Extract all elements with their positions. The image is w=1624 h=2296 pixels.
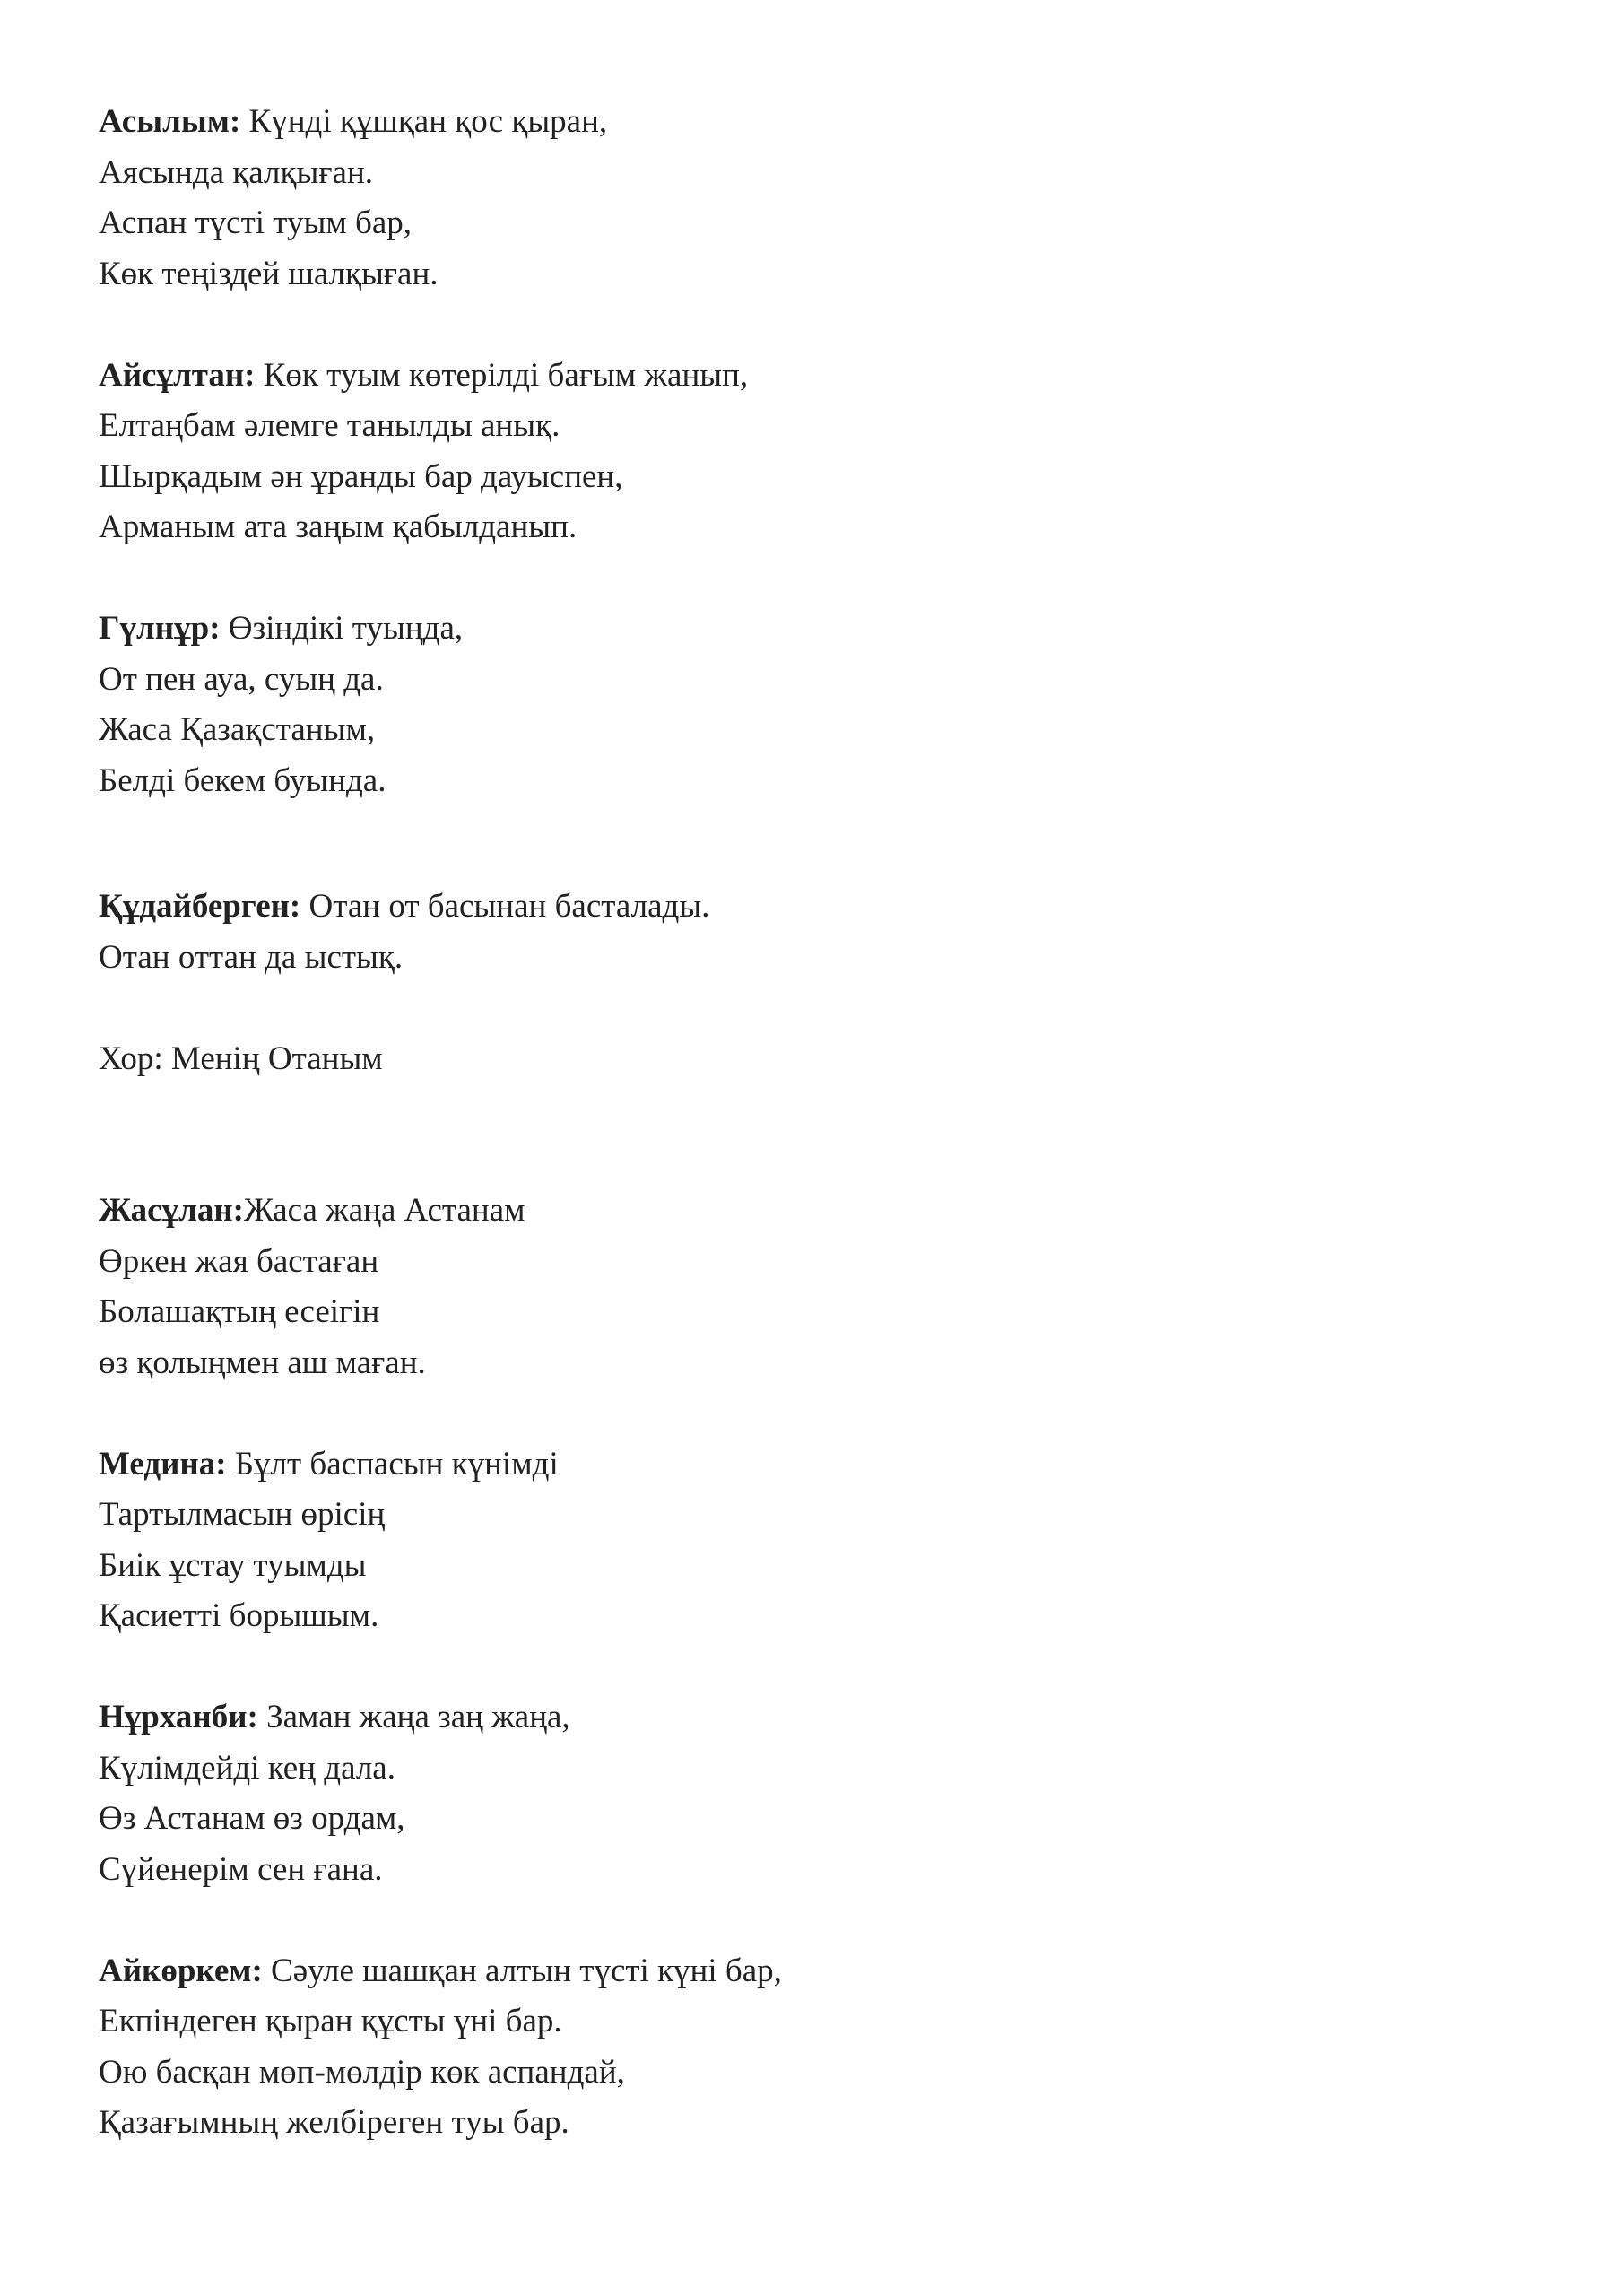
verse-line: Екпіндеген қыран құсты үні бар. — [99, 2003, 562, 2039]
stanza-gap — [99, 1642, 1533, 1693]
stanza-gap — [99, 1084, 1533, 1186]
verse-line: Биік ұстау туымды — [99, 1546, 367, 1584]
verse-line: Тартылмасын өрісің — [99, 1496, 386, 1533]
speaker-name: Медина: — [99, 1445, 227, 1483]
verse-line: Көк теңіздей шалқыған. — [99, 255, 439, 292]
verse-line: От пен ауа, суың да. — [99, 660, 384, 698]
stanza-gap — [99, 1895, 1533, 1946]
stanza-3-line-1 — [99, 604, 1533, 655]
speaker-name: Нұрханби: — [99, 1699, 258, 1735]
verse-line: Өзіндікі туыңда, — [220, 610, 464, 647]
verse-line: Күлімдейді кең дала. — [99, 1749, 395, 1787]
stanza-gap — [99, 300, 1533, 351]
speaker-name: Айкөркем: — [99, 1952, 263, 1989]
speaker-name: Жасұлан: — [99, 1192, 244, 1229]
verse-line: Қасиетті борышым. — [99, 1597, 379, 1634]
speaker-name: Гүлнұр: — [99, 610, 221, 647]
stanza-gap — [99, 806, 1533, 882]
verse-line: Ою басқан мөп-мөлдір көк аспандай, — [99, 2053, 625, 2091]
verse-line: Болашақтың есеігін — [99, 1293, 380, 1330]
stanza-6-line-1 — [99, 1439, 1533, 1491]
poem-text — [99, 97, 1533, 2149]
stanza-4-line-1 — [99, 882, 1533, 933]
verse-line: Отан оттан да ыстық. — [99, 938, 404, 976]
verse-line: Сәуле шашқан алтын түсті күні бар, — [262, 1952, 782, 1989]
stanza-8-line-1 — [99, 1946, 1533, 1997]
verse-line: Заман жаңа заң жаңа, — [257, 1699, 570, 1735]
verse-line: Елтаңбам әлемге танылды анық. — [99, 407, 560, 444]
speaker-name: Асылым: — [99, 103, 241, 140]
verse-line: Жаса жаңа Астанам — [243, 1192, 525, 1229]
verse-line: Аясында қалқыған. — [99, 153, 373, 191]
stanza-7-line-1 — [99, 1692, 1533, 1744]
verse-line: Шырқадым ән ұранды бар дауыспен, — [99, 457, 623, 495]
verse-line: Өз Астанам өз ордам, — [99, 1800, 405, 1837]
stanza-gap — [99, 553, 1533, 604]
verse-line: Отан от басынан басталады. — [300, 888, 710, 925]
speaker-name: Құдайберген: — [99, 888, 301, 925]
verse-line: Жаса Қазақстаным, — [99, 711, 376, 748]
stanza-5-line-1 — [99, 1186, 1533, 1237]
verse-line: Бұлт баспасын күнімді — [226, 1445, 559, 1483]
verse-line: Қазағымның желбіреген туы бар. — [99, 2104, 569, 2141]
verse-line: Сүйенерім сен ғана. — [99, 1850, 383, 1888]
chorus-line: Хор: Менің Отаным — [99, 1039, 383, 1077]
verse-line: Белді бекем буында. — [99, 761, 386, 799]
verse-line: Арманым ата заңым қабылданып. — [99, 509, 578, 545]
speaker-name: Айсұлтан: — [99, 356, 256, 394]
verse-line: өз қолыңмен аш маған. — [99, 1344, 426, 1381]
stanza-gap — [99, 983, 1533, 1034]
stanza-1-line-1 — [99, 97, 1533, 148]
stanza-gap — [99, 1388, 1533, 1439]
verse-line: Аспан түсті туым бар, — [99, 204, 412, 241]
verse-line: Күнді құшқан қос қыран, — [240, 103, 608, 140]
stanza-2-line-1 — [99, 351, 1533, 402]
verse-line: Өркен жая бастаған — [99, 1242, 379, 1280]
verse-line: Көк туым көтерілді бағым жанып, — [255, 356, 749, 394]
